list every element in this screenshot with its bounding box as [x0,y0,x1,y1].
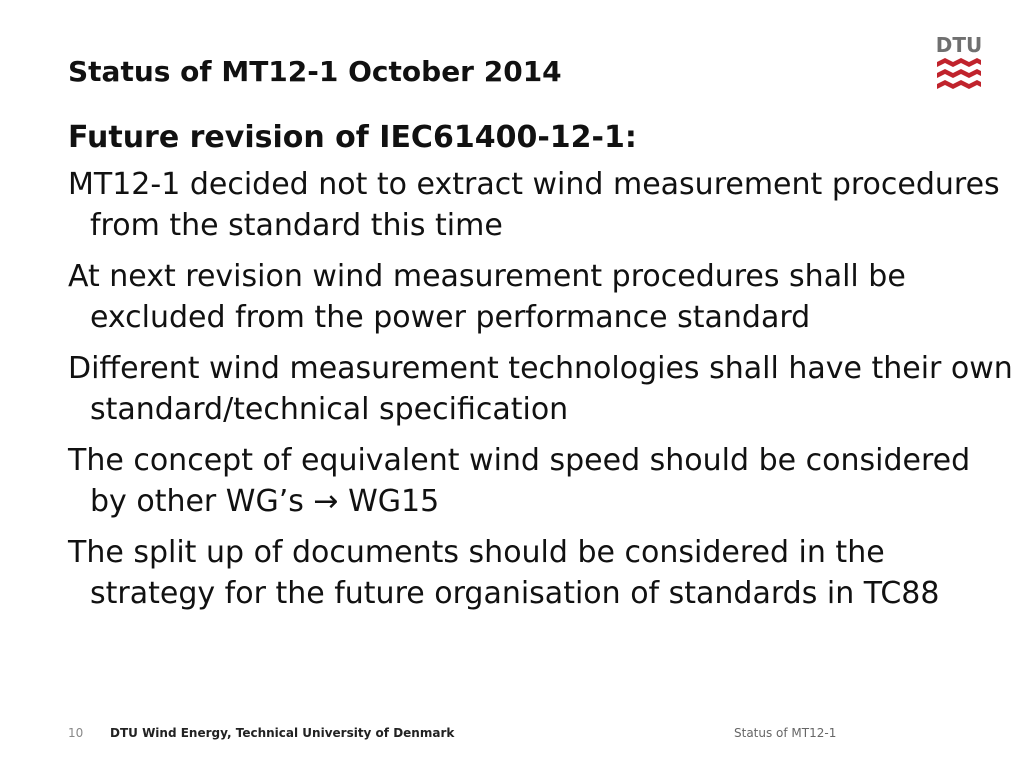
subheading: Future revision of IEC61400-12-1: [68,120,637,155]
slide-title: Status of MT12-1 October 2014 [68,55,562,88]
footer-organization: DTU Wind Energy, Technical University of Denmark [110,726,455,740]
logo-text: DTU [935,33,983,57]
slide-content [68,118,1013,624]
bullet-list [68,164,1013,614]
bullet-item: MT12-1 decided not to extract wind measurement procedures from the standard this time [68,167,1000,243]
bullet-item: The concept of equivalent wind speed should be considered by other WG’s → WG15 [68,443,971,519]
bullet-item: At next revision wind measurement procedures shall be excluded from the power performance standard [68,259,906,335]
bullet-item: Different wind measurement technologies shall have their own standard/technical specification [68,351,1013,427]
footer-topic: Status of MT12-1 [734,726,837,740]
bullet-item: The split up of documents should be considered in the strategy for the future organisation of standards in TC88 [68,535,940,611]
page-number: 10 [68,726,84,740]
dtu-logo-icon [935,32,983,96]
